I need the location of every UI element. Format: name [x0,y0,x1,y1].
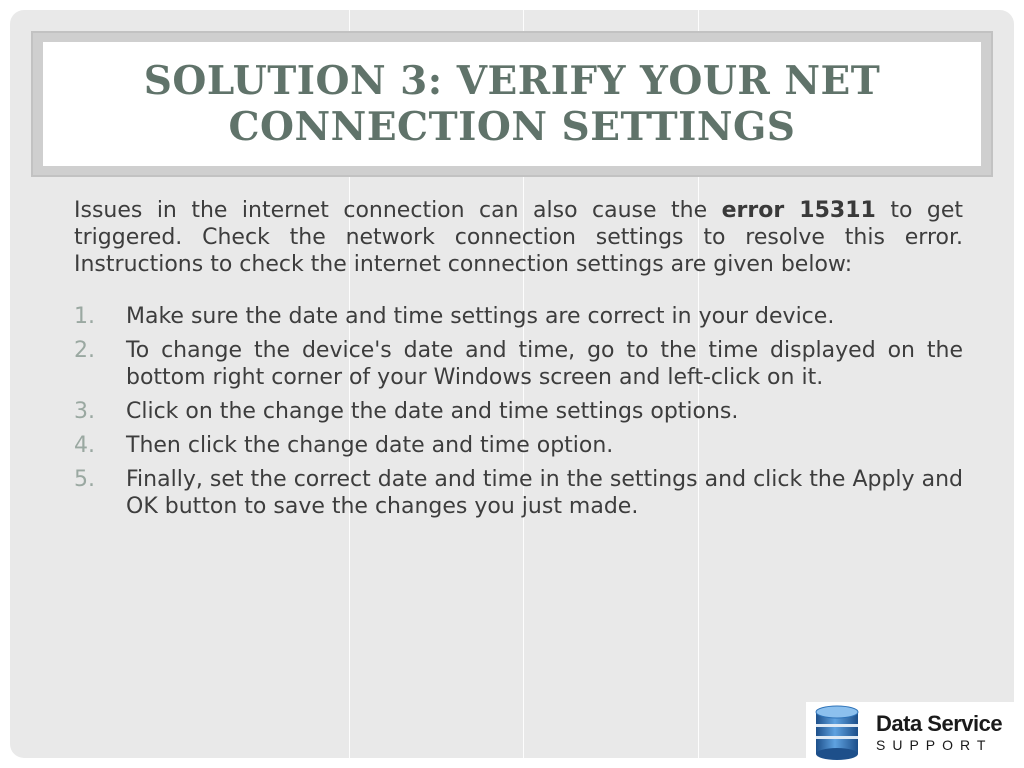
list-item-text: Then click the change date and time option. [126,433,614,458]
intro-text-after: to get triggered. Check the network connection settings to resolve this error. Instructions to check the internet connection settings are given below: [74,198,964,277]
intro-text-before: Issues in the internet connection can also cause the [74,198,722,223]
slide-body [74,197,963,527]
list-item [74,466,963,520]
list-item-text: Make sure the date and time settings are correct in your device. [126,304,835,329]
list-item-text: To change the device's date and time, go to the time displayed on the bottom right corner of your Windows screen and left-click on it. [126,338,963,390]
logo-line-1: Data Service [876,711,1003,736]
list-number: 5. [74,467,95,492]
list-number: 4. [74,433,95,458]
list-item [74,337,963,391]
slide-title: SOLUTION 3: VERIFY YOUR NET CONNECTION SETTINGS [143,58,881,150]
database-stack-icon [808,704,866,762]
list-item [74,303,963,330]
list-item [74,398,963,425]
list-item-text: Finally, set the correct date and time in the settings and click the Apply and OK button to save the changes you just made. [126,467,963,519]
list-item [74,432,963,459]
title-frame [31,31,993,177]
title-box [43,42,981,166]
intro-paragraph [74,197,963,278]
list-item-text: Click on the change the date and time settings options. [126,399,739,424]
logo-line-2: SUPPORT [876,737,993,753]
list-number: 2. [74,338,95,363]
error-code-highlight: error 15311 [721,198,876,223]
list-number: 1. [74,304,95,329]
list-number: 3. [74,399,95,424]
slide [10,10,1014,758]
logo-wordmark [876,712,1002,754]
steps-list [74,303,963,520]
brand-logo [806,702,1024,764]
